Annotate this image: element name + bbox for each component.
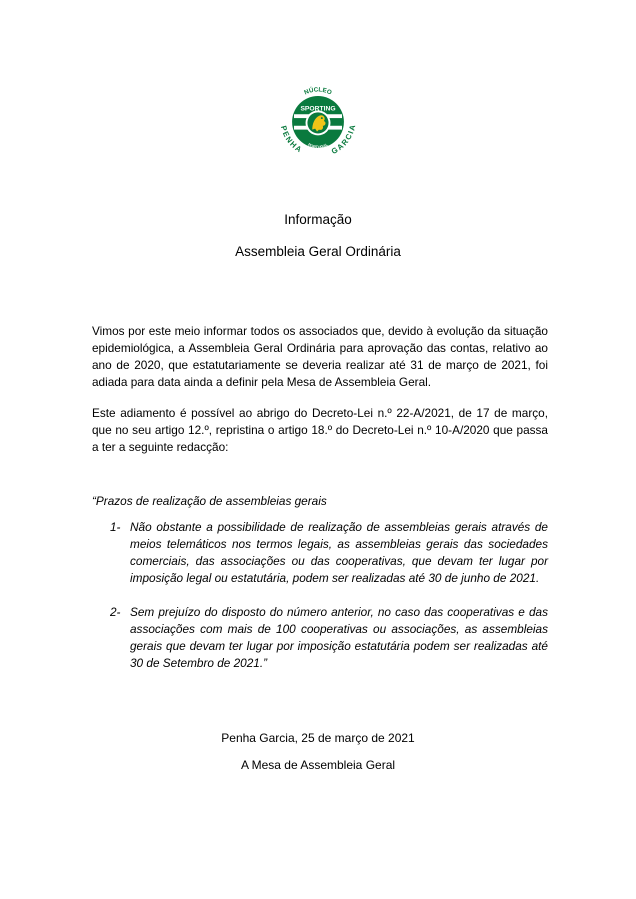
paragraph-announcement: Vimos por este meio informar todos os associados que, devido à evolução da situação epidemiológica, a Assembleia Geral Ordinária para aprovação das contas, relativo ao ano de 2020, que estatutariamente se deveria realizar até 31 de março de 2021, foi adiada para data ainda a definir pela Mesa de Assembleia Geral. — [92, 324, 548, 389]
sporting-nucleo-logo — [270, 72, 366, 168]
page-title: Informação — [284, 212, 352, 227]
logo-left-text: PENHA — [278, 124, 305, 155]
list-item-text: Sem prejuízo do disposto do número anterior, no caso das cooperativas e das associações com mais de 100 cooperativas ou associações, as assembleias gerais que devam ter lugar por imposição estatutária podem ser realizadas até 30 de Setembro de 2021.” — [130, 605, 548, 670]
page-subtitle: Assembleia Geral Ordinária — [235, 244, 401, 259]
list-item — [110, 604, 548, 672]
logo-right-text: GARCIA — [329, 122, 358, 156]
signature-place-date: Penha Garcia, 25 de março de 2021 — [221, 731, 415, 745]
signature-signed-by: A Mesa de Assembleia Geral — [240, 758, 396, 772]
paragraph-legal-basis: Este adiamento é possível ao abrigo do Decreto-Lei n.º 22-A/2021, de 17 de março, que no seu artigo 12.º, repristina o artigo 18.º do Decreto-Lei n.º 10-A/2020 que passa a ter a seguinte redacção: — [92, 406, 548, 454]
list-item — [110, 519, 548, 587]
logo-top-text: NÚCLEO — [303, 86, 333, 97]
list-item-number: 1- — [110, 520, 121, 534]
logo-band-text: SPORTING — [300, 105, 336, 113]
quote-heading: “Prazos de realização de assembleias gerais — [92, 494, 327, 508]
list-item-number: 2- — [110, 605, 121, 619]
list-item-text: Não obstante a possibilidade de realização de assembleias gerais através de meios telemáticos nos termos legais, as assembleias gerais das sociedades comerciais, das associações ou das cooperativas, que devam ter lugar por imposição legal ou estatutária, podem ser realizadas até 30 de junho de 2021. — [130, 520, 548, 585]
logo-inner-text: PORTUGAL — [307, 142, 329, 150]
